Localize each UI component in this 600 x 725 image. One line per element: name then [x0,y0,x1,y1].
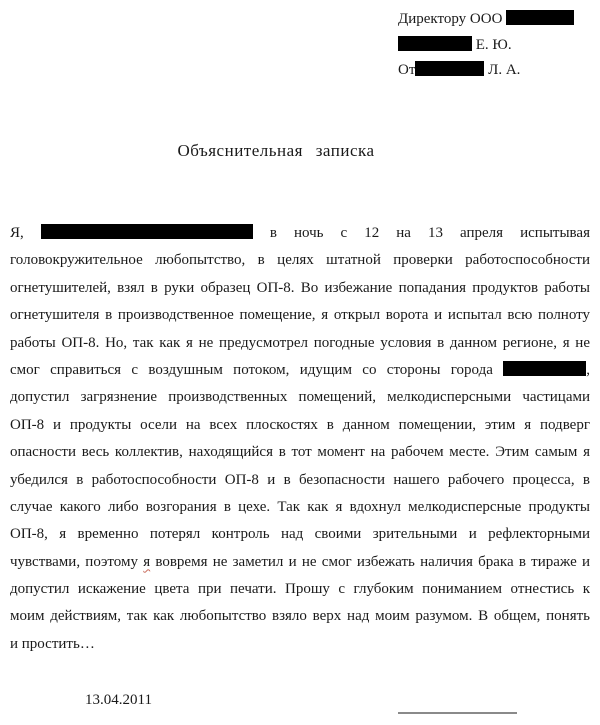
text-segment: в ночь с 12 на 13 апреля испытывая [252,225,590,241]
text-segment: смог справиться с воздушным потоком, идущим со стороны города [10,361,504,378]
text-line [10,603,590,630]
text-line [10,439,590,466]
text-segment: моим действиям, так как любопытство взяло верх над моим разумом. В общем, понять [10,608,590,625]
text-segment: От [398,62,416,78]
text-segment: вовремя не заметил и не смог избежать наличия брака в тираже и [150,553,590,570]
misspelled-word: я [143,553,151,570]
text-line [10,357,590,384]
text-segment: опасности весь коллектив, находящийся в тот момент на рабочем месте. Этим самым я [10,444,590,461]
text-segment: Я, [10,225,41,241]
text-segment: Л. А. [484,62,521,78]
text-segment: чувствами, поэтому [10,553,144,570]
document-date: 13.04.2011 [85,692,152,708]
text-line [10,576,590,603]
text-line [10,549,590,576]
redaction-bar [398,36,472,51]
text-segment: ОП-8 и продукты осели на всех плоскостях в данном помещении, этим я подверг [10,416,590,433]
text-line [10,384,590,411]
text-segment: огнетушителей, взял в руки образец ОП-8. Во избежание попадания продуктов работы [10,279,590,296]
recipient-block [398,7,598,84]
text-segment: Директору ООО [398,11,507,27]
text-segment: огнетушителя в производственное помещение, я открыл ворота и испытал всю полноту [10,307,590,324]
text-segment: Е. Ю. [472,36,512,53]
redaction-bar [41,224,253,239]
text-line [10,247,590,274]
redaction-bar [503,361,586,376]
text-segment: случае какого либо возгорания в цехе. Так как я вдохнул мелкодисперсные продукты [10,498,590,515]
text-line [10,275,590,302]
text-line [398,58,598,84]
text-segment: , [586,361,590,378]
text-line [398,33,598,59]
text-segment: головокружительное любопытство, в целях штатной проверки работоспособности [10,252,590,269]
text-line [10,220,590,247]
text-segment: убедился в работоспособности ОП-8 и в безопасности нашего рабочего процесса, в [10,471,590,488]
redaction-bar [506,10,574,25]
document-title: Объяснительная записка [177,141,375,160]
text-segment: работы ОП-8. Но, так как я не предусмотрел погодные условия в данном регионе, я не [10,334,590,351]
text-segment: ОП-8, я временно потерял контроль над своими зрительными и рефлекторными [10,526,590,543]
text-segment: допустил загрязнение производственных помещений, мелкодисперсными частицами [10,389,590,406]
signature-line [398,712,517,714]
text-line [10,412,590,439]
redaction-bar [415,61,484,76]
text-line [10,494,590,521]
text-line [398,7,598,33]
text-line [10,467,590,494]
text-line [10,521,590,548]
text-line [10,330,590,357]
text-segment: допустил искажение цвета при печати. Прошу с глубоким пониманием отнестись к [10,581,590,598]
text-segment: и простить… [10,635,95,652]
text-line [10,631,590,658]
text-line [10,302,590,329]
body-text [10,220,590,658]
